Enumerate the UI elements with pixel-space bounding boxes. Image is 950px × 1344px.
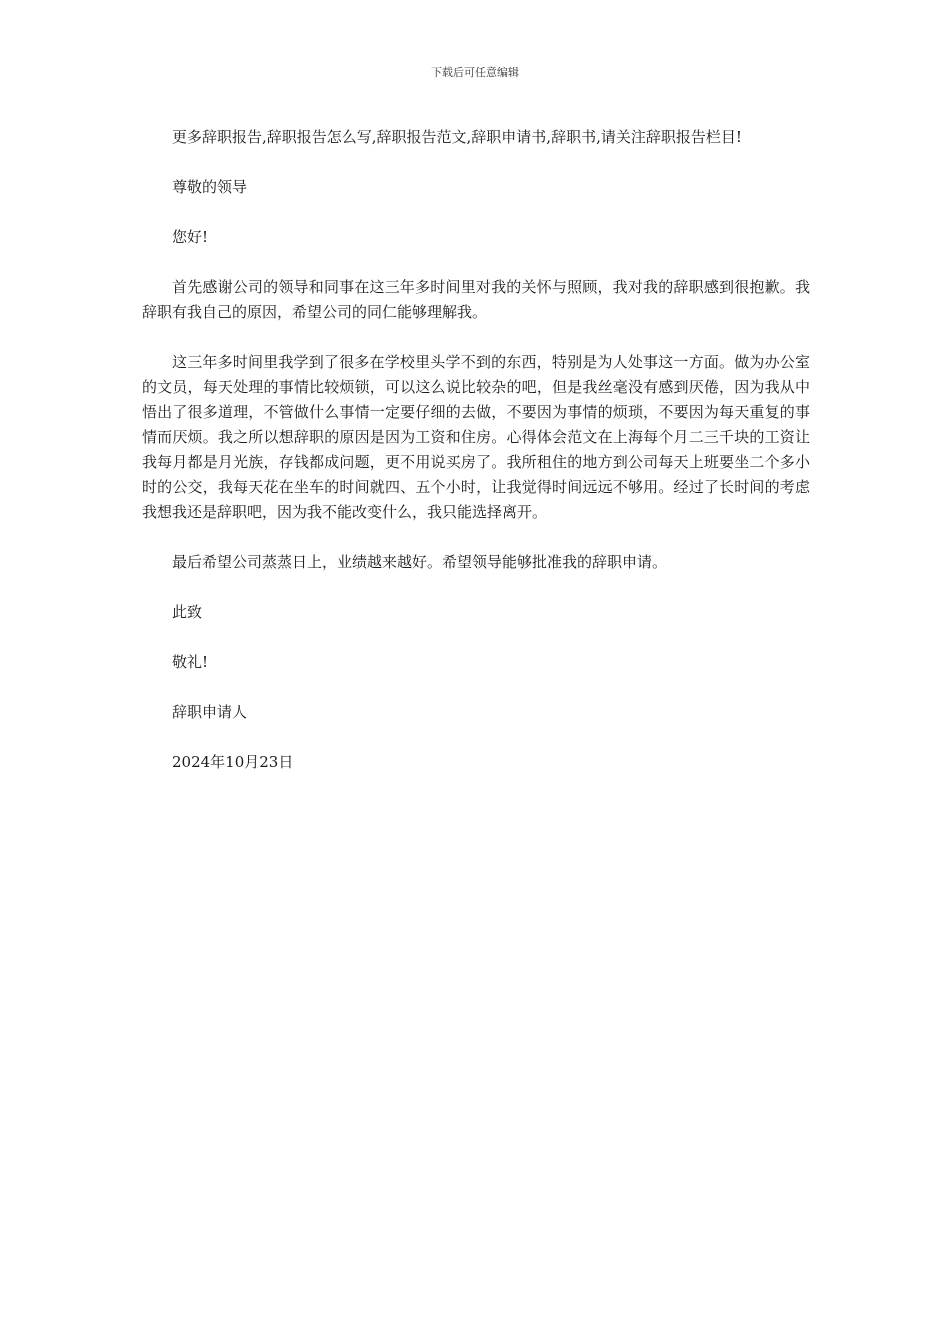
date: 2024年10月23日 (172, 753, 294, 771)
intro-paragraph: 更多辞职报告,辞职报告怎么写,辞职报告范文,辞职申请书,辞职书,请关注辞职报告栏目! (172, 128, 742, 146)
signature: 辞职申请人 (172, 703, 248, 721)
greeting: 您好! (172, 228, 209, 246)
document-body (142, 125, 810, 800)
closing-line: 此致 (172, 603, 203, 621)
salutation: 尊敬的领导 (172, 178, 248, 196)
page-header: 下载后可任意编辑 (431, 66, 519, 79)
body-paragraph: 首先感谢公司的领导和同事在这三年多时间里对我的关怀与照顾，我对我的辞职感到很抱歉。我辞职有我自己的原因，希望公司的同仁能够理解我。 (142, 278, 810, 321)
body-paragraph: 最后希望公司蒸蒸日上，业绩越来越好。希望领导能够批准我的辞职申请。 (172, 553, 668, 571)
body-paragraph: 这三年多时间里我学到了很多在学校里头学不到的东西，特别是为人处事这一方面。做为办公室的文员，每天处理的事情比较烦锁，可以这么说比较杂的吧，但是我丝毫没有感到厌倦，因为我从中悟出了很多道理，不管做什么事情一定要仔细的去做，不要因为事情的烦琐，不要因为每天重复的事情而厌烦。我之所以想辞职的原因是因为工资和住房。心得体会范文在上海每个月二三千块的工资让我每月都是月光族，存钱都成问题，更不用说买房了。我所租住的地方到公司每天上班要坐二个多小时的公交，我每天花在坐车的时间就四、五个小时，让我觉得时间远远不够用。经过了长时间的考虑我想我还是辞职吧，因为我不能改变什么，我只能选择离开。 (142, 353, 810, 521)
closing-regards: 敬礼! (172, 653, 209, 671)
